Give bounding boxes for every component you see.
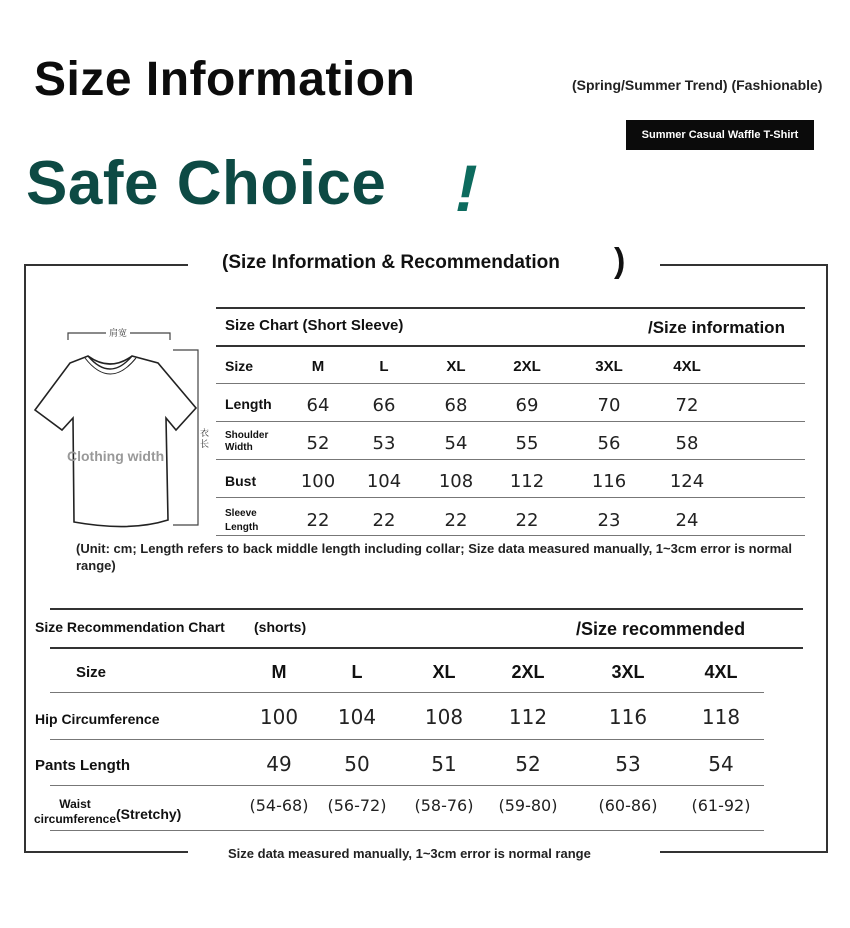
rec-chart-head-rule — [50, 647, 803, 649]
size-chart-rule-3 — [216, 459, 805, 460]
rec-chart-cell: 100 — [259, 705, 299, 729]
size-chart-header-label: Size — [225, 358, 254, 374]
size-chart-cell: 124 — [669, 471, 705, 492]
size-header-cell: 2XL — [513, 358, 541, 375]
frame-left-line — [24, 264, 26, 852]
frame-top-right-line — [660, 264, 828, 266]
rec-chart-cell: (61-92) — [691, 796, 751, 815]
frame-bottom-right-line — [660, 851, 828, 853]
size-chart-cell: 52 — [306, 433, 330, 454]
tshirt-diagram — [30, 320, 220, 535]
clothing-width-label: Clothing width — [67, 448, 165, 464]
size-chart-cell: 66 — [372, 395, 396, 416]
rec-chart-cell: 108 — [424, 705, 464, 729]
rec-size-header-cell: 4XL — [704, 662, 738, 682]
size-chart-note: (Unit: cm; Length refers to back middle length including collar; Size data measured manually, 1~3cm error is normal range) — [76, 541, 793, 573]
rec-chart-cell: 116 — [608, 705, 648, 729]
size-chart-cell: 54 — [444, 433, 468, 454]
size-chart-rule-1 — [216, 383, 805, 384]
size-chart-rule-4 — [216, 497, 805, 498]
row-label-pants-length: Pants Length — [35, 757, 131, 774]
rec-chart-rule-1 — [50, 692, 764, 693]
row-label-sleeve-length: Sleeve Length — [225, 508, 259, 533]
rec-chart-header-label: Size — [76, 664, 107, 681]
size-chart-cell: 58 — [675, 433, 699, 454]
size-chart-cell: 22 — [372, 510, 396, 531]
rec-chart-cell: 49 — [266, 752, 292, 776]
rec-chart-rule-4 — [50, 830, 764, 831]
rec-chart-rule-3 — [50, 785, 764, 786]
frame-bottom-left-line — [24, 851, 188, 853]
size-chart-head-rule — [216, 345, 805, 347]
size-chart-cell: 104 — [366, 471, 402, 492]
size-chart-cell: 100 — [300, 471, 336, 492]
size-header-cell: 4XL — [673, 358, 701, 375]
size-chart-cell: 112 — [509, 471, 545, 492]
rec-chart-cell: 104 — [337, 705, 377, 729]
size-chart-cell: 64 — [306, 395, 330, 416]
size-chart-rule-5 — [216, 535, 805, 536]
size-chart-cell: 116 — [591, 471, 627, 492]
rec-chart-cell: (60-86) — [598, 796, 658, 815]
size-chart-cell: 56 — [597, 433, 621, 454]
size-chart-cell: 53 — [372, 433, 396, 454]
page-subtitle: (Spring/Summer Trend) (Fashionable) — [572, 77, 823, 93]
rec-chart-title: Size Recommendation Chart — [35, 619, 225, 635]
size-chart-cell: 70 — [597, 395, 621, 416]
size-chart-cell: 72 — [675, 395, 699, 416]
footer-note: Size data measured manually, 1~3cm error is normal range — [228, 846, 591, 861]
rec-size-header-cell: 3XL — [611, 662, 645, 682]
length-label: 衣长 — [200, 428, 210, 449]
size-header-cell: 3XL — [595, 358, 623, 375]
frame-title: (Size Information & Recommendation — [222, 252, 560, 273]
size-chart-cell: 22 — [444, 510, 468, 531]
row-label-bust: Bust — [225, 473, 257, 489]
rec-chart-cell: (58-76) — [414, 796, 474, 815]
rec-chart-cell: 51 — [431, 752, 457, 776]
size-chart-cell: 23 — [597, 510, 621, 531]
size-chart-title: Size Chart (Short Sleeve) — [225, 317, 404, 334]
row-label-shoulder-width: Shoulder Width — [225, 430, 269, 453]
exclamation-mark: ! — [448, 151, 486, 225]
page-title: Size Information — [34, 53, 416, 106]
size-chart-top-rule — [216, 307, 805, 309]
rec-size-header-cell: L — [351, 662, 363, 682]
row-label-waist-suffix: (Stretchy) — [116, 806, 182, 822]
row-label-hip: Hip Circumference — [35, 711, 160, 727]
size-header-cell: XL — [446, 358, 466, 375]
rec-chart-cell: 112 — [508, 705, 548, 729]
rec-chart-cell: (56-72) — [327, 796, 387, 815]
product-badge: Summer Casual Waffle T-Shirt — [626, 120, 814, 150]
row-label-waist: Waist circumference — [33, 797, 117, 826]
frame-right-line — [826, 264, 828, 852]
tshirt-icon — [30, 320, 220, 535]
rec-size-header-cell: M — [271, 662, 287, 682]
row-label-length: Length — [225, 396, 272, 412]
slogan: Safe Choice — [26, 149, 387, 218]
size-chart-cell: 24 — [675, 510, 699, 531]
size-header-cell: M — [311, 358, 325, 375]
rec-size-header-cell: 2XL — [511, 662, 545, 682]
rec-chart-rule-2 — [50, 739, 764, 740]
size-chart-cell: 69 — [515, 395, 539, 416]
shoulder-width-label: 肩宽 — [106, 326, 130, 339]
rec-chart-cell: 53 — [615, 752, 641, 776]
rec-chart-cell: 50 — [344, 752, 370, 776]
size-chart-cell: 22 — [306, 510, 330, 531]
frame-close-paren: ) — [614, 242, 626, 280]
rec-chart-subtitle: (shorts) — [254, 619, 307, 635]
rec-chart-cell: (59-80) — [498, 796, 558, 815]
size-chart-rule-2 — [216, 421, 805, 422]
rec-chart-cell: 54 — [708, 752, 734, 776]
rec-chart-tag: /Size recommended — [576, 619, 746, 639]
rec-size-header-cell: XL — [432, 662, 456, 682]
size-chart-cell: 55 — [515, 433, 539, 454]
size-chart-tag: /Size information — [648, 318, 785, 337]
rec-chart-cell: 52 — [515, 752, 541, 776]
size-chart-cell: 108 — [438, 471, 474, 492]
rec-chart-cell: (54-68) — [249, 796, 309, 815]
size-header-cell: L — [379, 358, 389, 375]
frame-top-left-line — [24, 264, 188, 266]
rec-chart-cell: 118 — [701, 705, 741, 729]
size-chart-cell: 22 — [515, 510, 539, 531]
rec-chart-top-rule — [50, 608, 803, 610]
size-chart-cell: 68 — [444, 395, 468, 416]
